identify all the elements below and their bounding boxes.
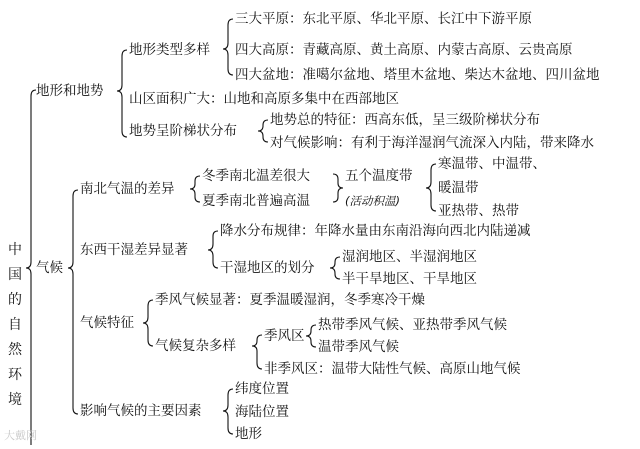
- watermark: 大戴网: [4, 429, 37, 442]
- terrain-slope-climate-effect: 对气候影响：有利于海洋湿润气流深入内陆，带来降水: [270, 135, 594, 151]
- terrain-label: 地形和地势: [36, 83, 104, 99]
- brace-slope: [258, 120, 268, 142]
- brace-terrain: [117, 50, 127, 137]
- climate-humidity-arid-regions: 半干旱地区、干旱地区: [342, 271, 477, 287]
- terrain-type-basins: 四大盆地：准噶尔盆地、塔里木盆地、柴达木盆地、四川盆地: [235, 67, 600, 83]
- climate-zone-3: 亚热带、热带: [438, 203, 519, 219]
- root-title: 中国的自然环境: [8, 242, 22, 408]
- climate-factor-terrain: 地形: [235, 426, 262, 442]
- climate-monsoon-area-temperate: 温带季风气候: [318, 339, 399, 355]
- climate-factor-latitude: 纬度位置: [235, 381, 289, 397]
- brace-features: [143, 300, 153, 346]
- brace-monsoon-area: [306, 325, 316, 347]
- climate-label: 气候: [36, 260, 63, 276]
- climate-humidity-label: 东西干湿差异显著: [80, 242, 188, 258]
- brace-zones: [426, 164, 436, 211]
- brace-temp: [190, 176, 200, 202]
- brace-factors: [223, 389, 233, 434]
- climate-zone-2: 暖温带: [438, 180, 479, 196]
- climate-factors-label: 影响气候的主要因素: [80, 403, 202, 419]
- climate-zone-1: 寒温带、中温带、: [438, 156, 546, 172]
- climate-monsoon-area-tropical: 热带季风气候、亚热带季风气候: [318, 317, 507, 333]
- terrain-mountain: 山区面积广大：山地和高原多集中在西部地区: [129, 91, 399, 107]
- brace-complex: [252, 335, 262, 369]
- brace-humidity: [208, 231, 218, 268]
- terrain-type-plateaus: 四大高原：青藏高原、黄土高原、内蒙古高原、云贵高原: [235, 42, 573, 58]
- climate-temp-label: 南北气温的差异: [80, 181, 175, 197]
- climate-zones-label: 五个温度带: [345, 168, 413, 184]
- terrain-slope-label: 地势呈阶梯状分布: [129, 123, 237, 139]
- climate-temp-winter: 冬季南北温差很大: [202, 168, 310, 184]
- climate-humidity-dry-label: 干湿地区的划分: [220, 260, 315, 276]
- brace-climate: [68, 190, 78, 414]
- brace-types: [223, 19, 233, 75]
- climate-features-monsoon: 季风气候显著：夏季温暖湿润，冬季寒冷干燥: [155, 292, 425, 308]
- climate-temp-summer: 夏季南北普遍高温: [202, 193, 310, 209]
- climate-features-complex-label: 气候复杂多样: [155, 338, 236, 354]
- climate-non-monsoon: 非季风区：温带大陆性气候、高原山地气候: [264, 361, 521, 377]
- brace-dry: [330, 257, 340, 279]
- climate-factor-land-sea: 海陆位置: [235, 404, 289, 420]
- climate-humidity-wet-regions: 湿润地区、半湿润地区: [342, 249, 477, 265]
- terrain-slope-feature: 地势总的特征：西高东低，呈三级阶梯状分布: [270, 112, 540, 128]
- climate-monsoon-area-label: 季风区: [264, 328, 305, 344]
- climate-humidity-rain: 降水分布规律：年降水量由东南沿海向西北内陆递减: [220, 223, 531, 239]
- climate-zones-note: (活动积温): [345, 194, 400, 208]
- terrain-type-plains: 三大平原：东北平原、华北平原、长江中下游平原: [235, 11, 532, 27]
- brace-root: [26, 90, 36, 445]
- terrain-types-label: 地形类型多样: [129, 42, 210, 58]
- brace-temp-close: [333, 174, 343, 202]
- climate-features-label: 气候特征: [80, 315, 134, 331]
